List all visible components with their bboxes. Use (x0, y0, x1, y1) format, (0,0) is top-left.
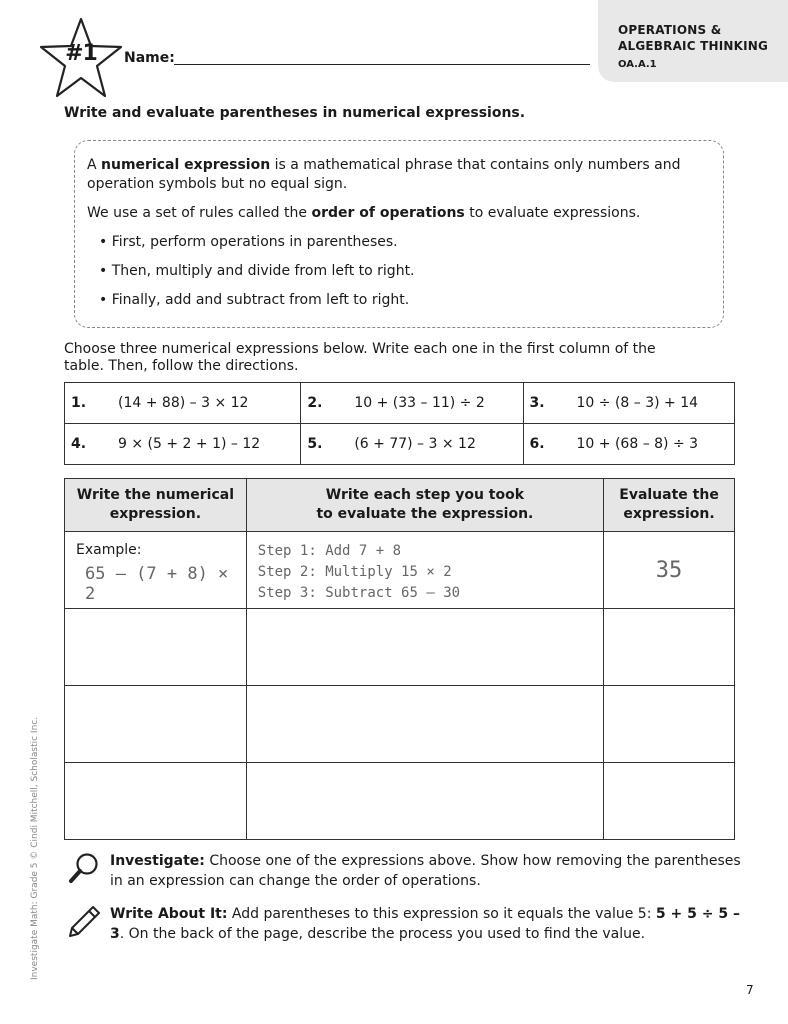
table-row (65, 383, 735, 424)
answer-cell[interactable] (65, 763, 247, 840)
table-row (65, 424, 735, 465)
rule-bullet: • First, perform operations in parentheses. (99, 234, 398, 250)
investigate-label: Investigate: (110, 853, 205, 869)
answer-cell[interactable] (604, 763, 735, 840)
magnifying-glass-icon (66, 851, 102, 885)
column-header-evaluate: Evaluate the expression. (604, 479, 735, 532)
table-row (65, 763, 735, 840)
lesson-number-badge (37, 16, 125, 100)
definition-text: A numerical expression is a mathematical phrase that contains only numbers and operation symbols but no equal sign. (87, 157, 681, 192)
expression-choice: 2. 10 + (33 – 11) ÷ 2 (301, 383, 523, 424)
page-number: 7 (746, 983, 754, 997)
lesson-number: #1 (65, 41, 97, 66)
table-row (65, 686, 735, 763)
instruction-heading: Write and evaluate parentheses in numerical expressions. (64, 105, 526, 121)
topic-title: OPERATIONS & ALGEBRAIC THINKING (618, 23, 769, 53)
info-box (74, 140, 724, 328)
expression-choice: 1. (14 + 88) – 3 × 12 (65, 383, 301, 424)
expression-choice: 4. 9 × (5 + 2 + 1) – 12 (65, 424, 301, 465)
rule-bullet: • Then, multiply and divide from left to right. (99, 263, 415, 279)
pencil-icon (66, 904, 102, 938)
column-header-steps: Write each step you took to evaluate the expression. (246, 479, 603, 532)
write-about-text: Add parentheses to this expression so it equals the value 5: (227, 906, 656, 922)
example-answer: 35 (655, 558, 683, 583)
example-step: Step 3: Subtract 65 – 30 (257, 585, 461, 601)
name-field[interactable] (174, 64, 590, 65)
name-label: Name: (124, 50, 175, 66)
copyright-credit: Investigate Math: Grade 5 © Cindi Mitchell, Scholastic Inc. (30, 716, 40, 980)
write-about-label: Write About It: (110, 906, 228, 922)
answer-cell[interactable] (604, 609, 735, 686)
investigate-section (66, 851, 746, 891)
expression-choices-table (64, 382, 735, 465)
example-label: Example: (76, 542, 142, 558)
work-table (64, 478, 735, 840)
example-expression-cell (65, 532, 247, 609)
topic-tab (598, 0, 788, 82)
answer-cell[interactable] (246, 609, 603, 686)
example-steps-cell (246, 532, 603, 609)
expression-choice: 3. 10 ÷ (8 – 3) + 14 (523, 383, 734, 424)
example-row (65, 532, 735, 609)
rule-bullet: • Finally, add and subtract from left to right. (99, 292, 410, 308)
example-answer-cell (604, 532, 735, 609)
answer-cell[interactable] (604, 686, 735, 763)
expression-choice: 5. (6 + 77) – 3 × 12 (301, 424, 523, 465)
example-step: Step 2: Multiply 15 × 2 (257, 564, 452, 580)
investigate-text: Choose one of the expressions above. Show how removing the parentheses in an expression can change the order of operations. (110, 853, 741, 889)
table-header-row (65, 479, 735, 532)
answer-cell[interactable] (246, 763, 603, 840)
answer-cell[interactable] (246, 686, 603, 763)
example-expression: 65 – (7 + 8) × 2 (85, 564, 229, 604)
expression-choice: 6. 10 + (68 – 8) ÷ 3 (523, 424, 734, 465)
choose-directions: Choose three numerical expressions below. Write each one in the first column of the table. Then, follow the directions. (64, 341, 656, 374)
target-expression: 5 + 5 ÷ 5 – 3 (110, 906, 740, 942)
rules-text: We use a set of rules called the order of operations to evaluate expressions. (87, 205, 641, 221)
standard-code: OA.A.1 (618, 59, 657, 70)
example-step: Step 1: Add 7 + 8 (257, 543, 402, 559)
answer-cell[interactable] (65, 686, 247, 763)
write-about-section: Write About It: Add parentheses to this expression so it equals the value 5: 5 + 5 ÷ 5 – 3. On the back of the page, describe the process you used to find the value. (66, 904, 746, 944)
column-header-expression: Write the numerical expression. (65, 479, 247, 532)
answer-cell[interactable] (65, 609, 247, 686)
table-row (65, 609, 735, 686)
